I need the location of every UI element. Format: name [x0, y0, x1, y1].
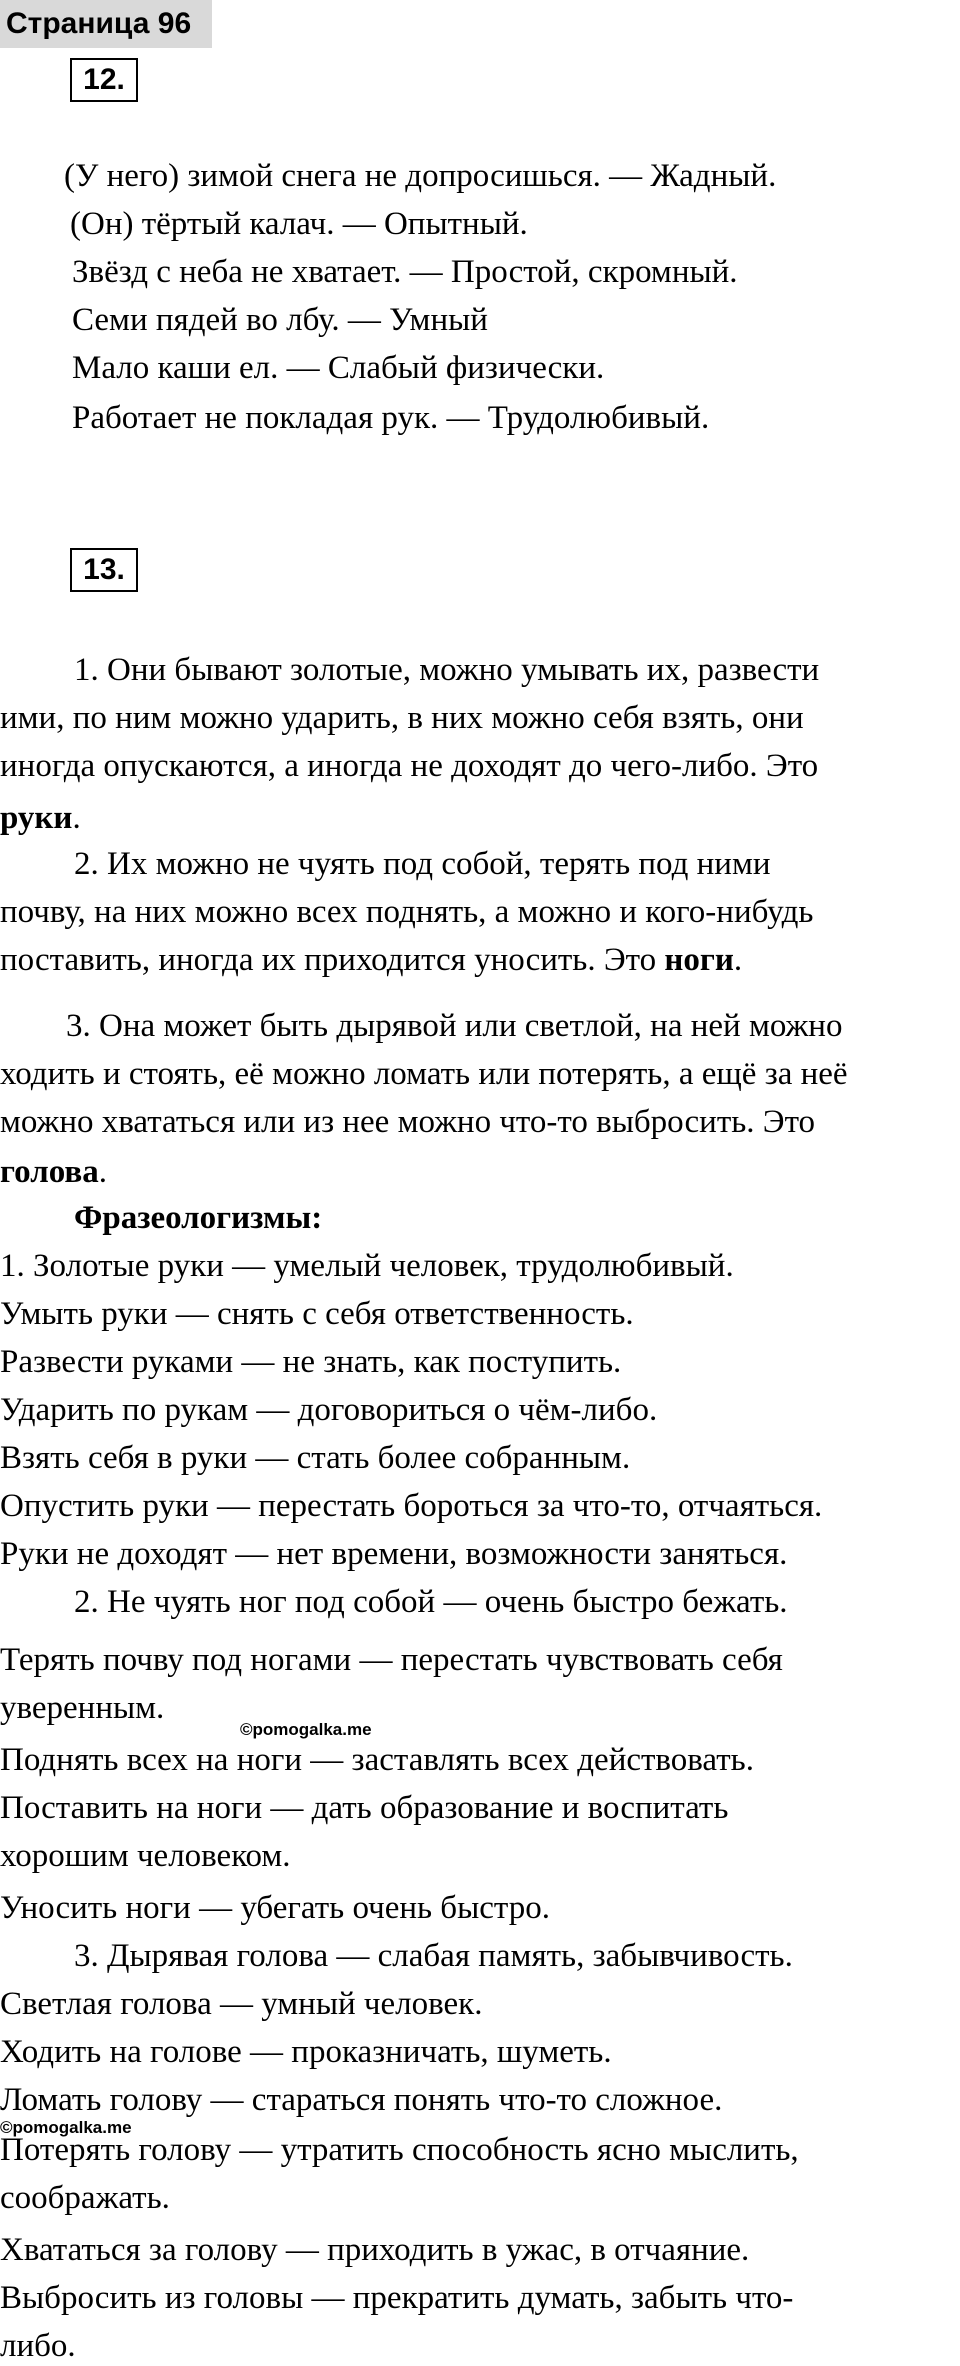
riddle1-line: ими, по ним можно ударить, в них можно себя взять, они — [0, 700, 804, 736]
idiom-line: либо. — [0, 2328, 76, 2364]
task12-line: (У него) зимой снега не допросишься. — Жадный. — [64, 158, 777, 194]
watermark: ©pomogalka.me — [240, 1720, 372, 1739]
riddle2-answer: ноги — [664, 942, 734, 978]
task-12-number: 12. — [70, 58, 138, 102]
riddle1-line: иногда опускаются, а иногда не доходят до чего-либо. Это — [0, 748, 819, 784]
idiom-line: 3. Дырявая голова — слабая память, забывчивость. — [74, 1938, 793, 1974]
riddle3-line: ходить и стоять, её можно ломать или потерять, а ещё за неё — [0, 1056, 848, 1092]
idiom-line: Потерять голову — утратить способность ясно мыслить, — [0, 2132, 799, 2168]
riddle1-answer-line: руки. — [0, 800, 81, 836]
idiom-line: уверенным. — [0, 1690, 165, 1726]
task12-line: Работает не покладая рук. — Трудолюбивый. — [72, 400, 710, 436]
idiom-line: Умыть руки — снять с себя ответственность. — [0, 1296, 634, 1332]
idiom-line: Светлая голова — умный человек. — [0, 1986, 483, 2022]
riddle1-answer: руки — [0, 800, 73, 836]
page-title: Страница 96 — [0, 0, 212, 48]
riddle2-line: почву, на них можно всех поднять, а можно и кого-нибудь — [0, 894, 814, 930]
idiom-line: хорошим человеком. — [0, 1838, 291, 1874]
task12-line: Семи пядей во лбу. — Умный — [72, 302, 488, 338]
idiom-line: 2. Не чуять ног под собой — очень быстро бежать. — [74, 1584, 788, 1620]
idiom-line: Поднять всех на ноги — заставлять всех действовать. — [0, 1742, 754, 1778]
idiom-line: Ударить по рукам — договориться о чём-либо. — [0, 1392, 658, 1428]
idiom-line: Ломать голову — стараться понять что-то сложное. — [0, 2082, 723, 2118]
watermark: ©pomogalka.me — [0, 2118, 132, 2137]
idiom-line: Взять себя в руки — стать более собранным. — [0, 1440, 631, 1476]
idiom-line: Выбросить из головы — прекратить думать, забыть что- — [0, 2280, 794, 2316]
idiom-line: Хвататься за голову — приходить в ужас, в отчаяние. — [0, 2232, 750, 2268]
idiom-line: Терять почву под ногами — перестать чувствовать себя — [0, 1642, 783, 1678]
idiom-line: Опустить руки — перестать бороться за что-то, отчаяться. — [0, 1488, 823, 1524]
riddle3-line: можно хвататься или из нее можно что-то выбросить. Это — [0, 1104, 816, 1140]
riddle3-answer-line: голова. — [0, 1154, 107, 1190]
idiom-line: Поставить на ноги — дать образование и воспитать — [0, 1790, 729, 1826]
riddle2-line: 2. Их можно не чуять под собой, терять под ними — [74, 846, 771, 882]
task12-line: (Он) тёртый калач. — Опытный. — [70, 206, 528, 242]
task-13-number: 13. — [70, 548, 138, 592]
riddle2-answer-line: поставить, иногда их приходится уносить. Это ноги. — [0, 942, 743, 978]
riddle3-answer: голова — [0, 1154, 99, 1190]
idiom-line: 1. Золотые руки — умелый человек, трудолюбивый. — [0, 1248, 734, 1284]
riddle1-line: 1. Они бывают золотые, можно умывать их, развести — [74, 652, 820, 688]
idiom-line: Развести руками — не знать, как поступить. — [0, 1344, 622, 1380]
task12-line: Звёзд с неба не хватает. — Простой, скромный. — [72, 254, 738, 290]
idiom-line: Руки не доходят — нет времени, возможности заняться. — [0, 1536, 788, 1572]
idiom-line: Уносить ноги — убегать очень быстро. — [0, 1890, 550, 1926]
task12-line: Мало каши ел. — Слабый физически. — [72, 350, 605, 386]
idiom-line: соображать. — [0, 2180, 170, 2216]
idioms-heading: Фразеологизмы: — [74, 1200, 323, 1236]
riddle3-line: 3. Она может быть дырявой или светлой, на ней можно — [66, 1008, 843, 1044]
idiom-line: Ходить на голове — проказничать, шуметь. — [0, 2034, 612, 2070]
